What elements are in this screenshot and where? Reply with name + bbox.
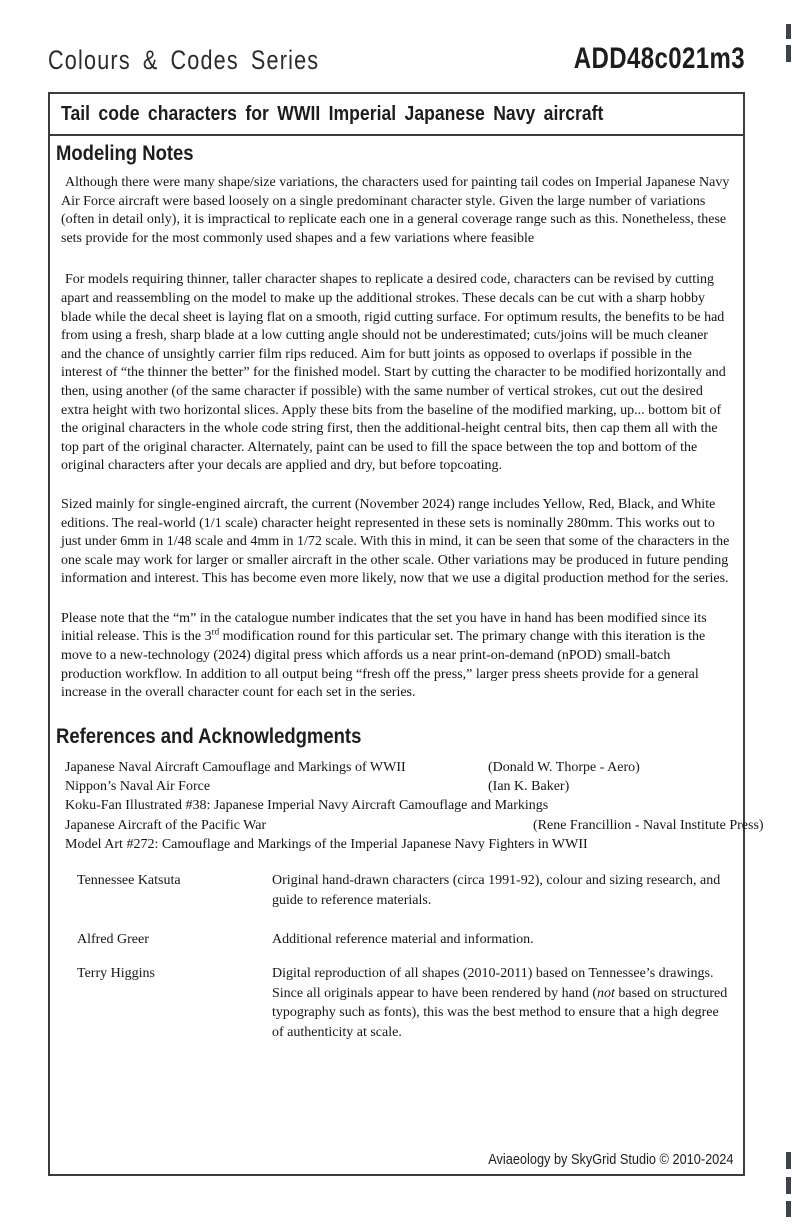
reference-attribution: (Rene Francillion - Naval Institute Press) <box>533 817 764 833</box>
reference-row <box>65 758 733 777</box>
modeling-notes-paragraph-1: Although there were many shape/size variations, the characters used for painting tail codes on Imperial Japanese Navy Air Force aircraft were based loosely on a single predominant character style. Given the large number of variations (often in detail only), it is impractical to replicate each one in a general coverage range such as this. Nonetheless, these sets provide for the most commonly used shapes and a few variations where feasible <box>61 175 730 246</box>
contributor-row <box>77 930 733 950</box>
paragraph-4-text: Please note that the “m” in the catalogue number indicates that the set you have in hand has been modified since its initial release. This is the 3 <box>61 610 707 645</box>
reference-row <box>65 835 733 854</box>
references-heading: References and Acknowledgments <box>56 724 362 748</box>
modeling-notes-paragraph-3: Sized mainly for single-engined aircraft, the current (November 2024) range includes Yellow, Red, Black, and White editions. The real-world (1/1 scale) character height represented in these sets is nominally 280mm. This works out to just under 6mm in 1/48 scale and 4mm in 1/72 scale. With this in mind, it can be seen that some of the characters in the one scale may work for larger or smaller aircraft in the other scale. Other variations may be produced in future pending information and interest. This has become even more likely, now that we use a digital production method for the series. <box>61 496 730 587</box>
reference-title: Japanese Aircraft of the Pacific War <box>65 817 267 833</box>
modeling-notes-heading: Modeling Notes <box>56 142 194 165</box>
reference-row <box>65 777 733 796</box>
sheet-title-bar <box>50 94 743 136</box>
registration-mark <box>786 45 791 62</box>
contributor-row <box>77 871 733 911</box>
reference-title: Model Art #272: Camouflage and Markings of the Imperial Japanese Navy Fighters in WWII <box>65 837 588 853</box>
reference-attribution: (Donald W. Thorpe - Aero) <box>488 759 640 775</box>
contributor-name: Tennessee Katsuta <box>77 873 181 889</box>
reference-title: Nippon’s Naval Air Force <box>65 779 211 795</box>
series-title: Colours & Codes Series <box>48 45 320 75</box>
catalog-number: ADD48c021m3 <box>573 42 745 75</box>
contributor-name: Alfred Greer <box>77 931 149 947</box>
description-text-continued: based on structured typography such as fonts), this was the best method to ensure that a high degree of authenticity at scale. <box>272 985 728 1041</box>
reference-title: Japanese Naval Aircraft Camouflage and Markings of WWII <box>65 759 406 775</box>
sheet-title: Tail code characters for WWII Imperial Japanese Navy aircraft <box>61 102 604 125</box>
paragraph-4-text-continued: modification round for this particular set. The primary change with this iteration is the move to a new-technology (2024) digital press which affords us a near print-on-demand (nPOD) small-batch production workflow. In addition to all output being “fresh off the press,” larger press sheets provide for a general increase in the overall character count for each set in the series. <box>61 629 706 701</box>
sheet-body <box>50 136 764 1043</box>
reference-title: Koku-Fan Illustrated #38: Japanese Imperial Navy Aircraft Camouflage and Markings <box>65 798 549 814</box>
description-text: Digital reproduction of all shapes (2010-2011) based on Tennessee’s drawings. Since all originals appear to have been rendered by hand ( <box>272 965 714 1001</box>
reference-row <box>65 816 764 835</box>
reference-list <box>65 758 764 854</box>
reference-attribution: (Ian K. Baker) <box>488 779 570 795</box>
contributor-description: Additional reference material and information. <box>272 931 534 947</box>
contributor-description <box>272 964 733 1043</box>
contributor-name: Terry Higgins <box>77 965 155 981</box>
registration-mark <box>786 1177 791 1194</box>
registration-mark <box>786 24 791 39</box>
main-content-box <box>48 92 764 1176</box>
contributor-row <box>77 964 733 1043</box>
contributor-description: Original hand-drawn characters (circa 1991-92), colour and sizing research, and guide to reference materials. <box>272 873 721 909</box>
registration-mark <box>786 1201 791 1217</box>
publisher-credit: Aviaeology by SkyGrid Studio © 2010-2024 <box>487 1151 733 1168</box>
ordinal-superscript: rd <box>211 626 220 637</box>
modeling-notes-paragraph-2: For models requiring thinner, taller character shapes to replicate a desired code, characters can be revised by cutting apart and reassembling on the model to make up the additional strokes. These decals can be cut with a sharp hobby blade while the decal sheet is laying flat on a smooth, rigid cutting surface. For optimum results, the benefits to be had from using a fresh, sharp blade at a low cutting angle should not be underestimated; cuts/joins will be much cleaner and the chance of unsightly carrier film rips reduced. Aim for butt joints as opposed to overlaps if possible in the interest of “the thinner the better” for the finished model. Start by cutting the character to be modified horizontally and then, using another (of the same character if possible) with the same number of vertical strokes, cut out the desired extra height with two horizontal slices. Apply these bits from the baseline of the modified marking, up... bottom bit of the original characters in the whole code string first, then the additional-height central bits, then cap them all with the top part of the original character. Alternately, paint can be used to fill the space between the top and bottom of the original characters after your decals are applied and dry, but before topcoating. <box>61 272 726 474</box>
registration-mark <box>786 1152 791 1169</box>
modeling-notes-paragraph-4 <box>61 610 731 703</box>
description-italic-word: not <box>596 985 615 1001</box>
page-header <box>48 36 745 76</box>
contributors-list <box>77 871 733 1043</box>
reference-row <box>65 796 733 815</box>
